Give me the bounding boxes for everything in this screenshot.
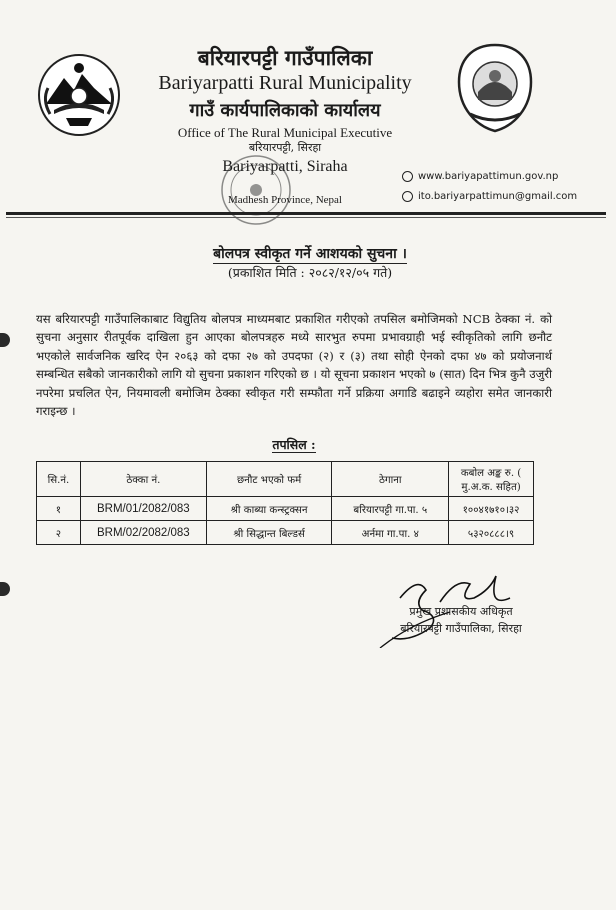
notice-title bbox=[100, 244, 520, 263]
address-nepali: बरियारपट्टी, सिरहा bbox=[248, 141, 322, 154]
cell-firm: श्री काब्या कन्स्ट्रक्सन bbox=[206, 497, 332, 521]
col-serial: सि.नं. bbox=[37, 462, 81, 497]
table-header-row bbox=[37, 462, 534, 497]
table-row bbox=[37, 521, 534, 545]
address-english: Bariyarpatti, Siraha bbox=[222, 158, 348, 175]
col-contract-no: ठेक्का नं. bbox=[80, 462, 206, 497]
municipality-logo bbox=[456, 42, 534, 134]
email-icon bbox=[402, 191, 413, 202]
signatory-role: प्रमुख प्रशासकीय अधिकृत bbox=[409, 605, 513, 618]
header-divider bbox=[6, 212, 606, 215]
punch-hole-top bbox=[0, 333, 10, 347]
col-selected-firm: छनौट भएको फर्म bbox=[206, 462, 332, 497]
cell-amount: १००४१७१०।३२ bbox=[449, 497, 534, 521]
published-date: (प्रकाशित मिति : २०८२/१२/०५ गते) bbox=[227, 265, 393, 280]
header-divider-thin bbox=[6, 217, 606, 218]
globe-icon bbox=[402, 171, 413, 182]
email-text[interactable]: ito.bariyarpattimun@gmail.com bbox=[418, 191, 578, 202]
nepal-emblem-logo bbox=[36, 52, 122, 138]
cell-amount: ५३२०८८८।९ bbox=[449, 521, 534, 545]
province-line: Madhesh Province, Nepal bbox=[228, 194, 342, 206]
email-contact bbox=[402, 191, 577, 202]
table-row bbox=[37, 497, 534, 521]
website-contact bbox=[402, 171, 558, 182]
cell-contract-no: BRM/02/2082/083 bbox=[80, 521, 206, 545]
col-address: ठेगाना bbox=[332, 462, 449, 497]
col-bid-amount: कबोल अङ्क रु. ( मु.अ.क. सहित) bbox=[449, 462, 534, 497]
cell-address: अर्नमा गा.पा. ४ bbox=[332, 521, 449, 545]
cell-serial: १ bbox=[37, 497, 81, 521]
notice-title-text: बोलपत्र स्वीकृत गर्ने आशयको सुचना । bbox=[213, 246, 407, 262]
office-name-english: Office of The Rural Municipal Executive bbox=[177, 125, 393, 140]
cell-contract-no: BRM/01/2082/083 bbox=[80, 497, 206, 521]
office-name-nepali: गाउँ कार्यपालिकाको कार्यालय bbox=[189, 100, 381, 121]
cell-address: बरियारपट्टी गा.पा. ५ bbox=[332, 497, 449, 521]
website-text[interactable]: www.bariyapattimun.gov.np bbox=[418, 171, 559, 182]
notice-body: यस बरियारपट्टी गाउँपालिकाबाट विद्युतिय बोलपत्र माध्यमबाट प्रकाशित गरीएको तपसिल बमोजिमको NCB ठेक्का नं. को सुचना अनुसार रीतपूर्वक दाखिला हुन आएका बोलपत्रहरु मध्ये सारभुत रुपमा प्रभावग्राही भई स्वीकृतिको लागि छनौट भएकोले सार्वजनिक खरिद ऐन २०६३ को दफा २७ को उपदफा (२) र (३) तथा सोही ऐनको दफा ४७ को प्रयोजनार्थ सम्बन्धित सबैको जानकारीको लागि यो सुचना प्रकाशन गरिएको छ । यो सूचना प्रकाशन भएको ७ (सात) दिन भित्र कुनै उजुरी नपरेमा प्रचलित ऐन, नियमावली बमोजिम ठेक्का स्वीकृत गरी सम्फौता गर्ने प्रक्रिया अगाडि बढाइने व्यहोरा समेत जानकारी गराइन्छ । bbox=[36, 312, 552, 419]
table-caption bbox=[36, 436, 552, 453]
punch-hole-bottom bbox=[0, 582, 10, 596]
contracts-table bbox=[36, 461, 534, 545]
municipality-name-english: Bariyarpatti Rural Municipality bbox=[158, 72, 412, 94]
table-caption-text: तपसिल : bbox=[272, 437, 316, 452]
cell-firm: श्री सिद्धान्त बिल्डर्स bbox=[206, 521, 332, 545]
signatory-organization: बरियारपट्टी गाउँपालिका, सिरहा bbox=[400, 622, 522, 635]
cell-serial: २ bbox=[37, 521, 81, 545]
municipality-name-nepali: बरियारपट्टी गाउँपालिका bbox=[197, 45, 373, 70]
